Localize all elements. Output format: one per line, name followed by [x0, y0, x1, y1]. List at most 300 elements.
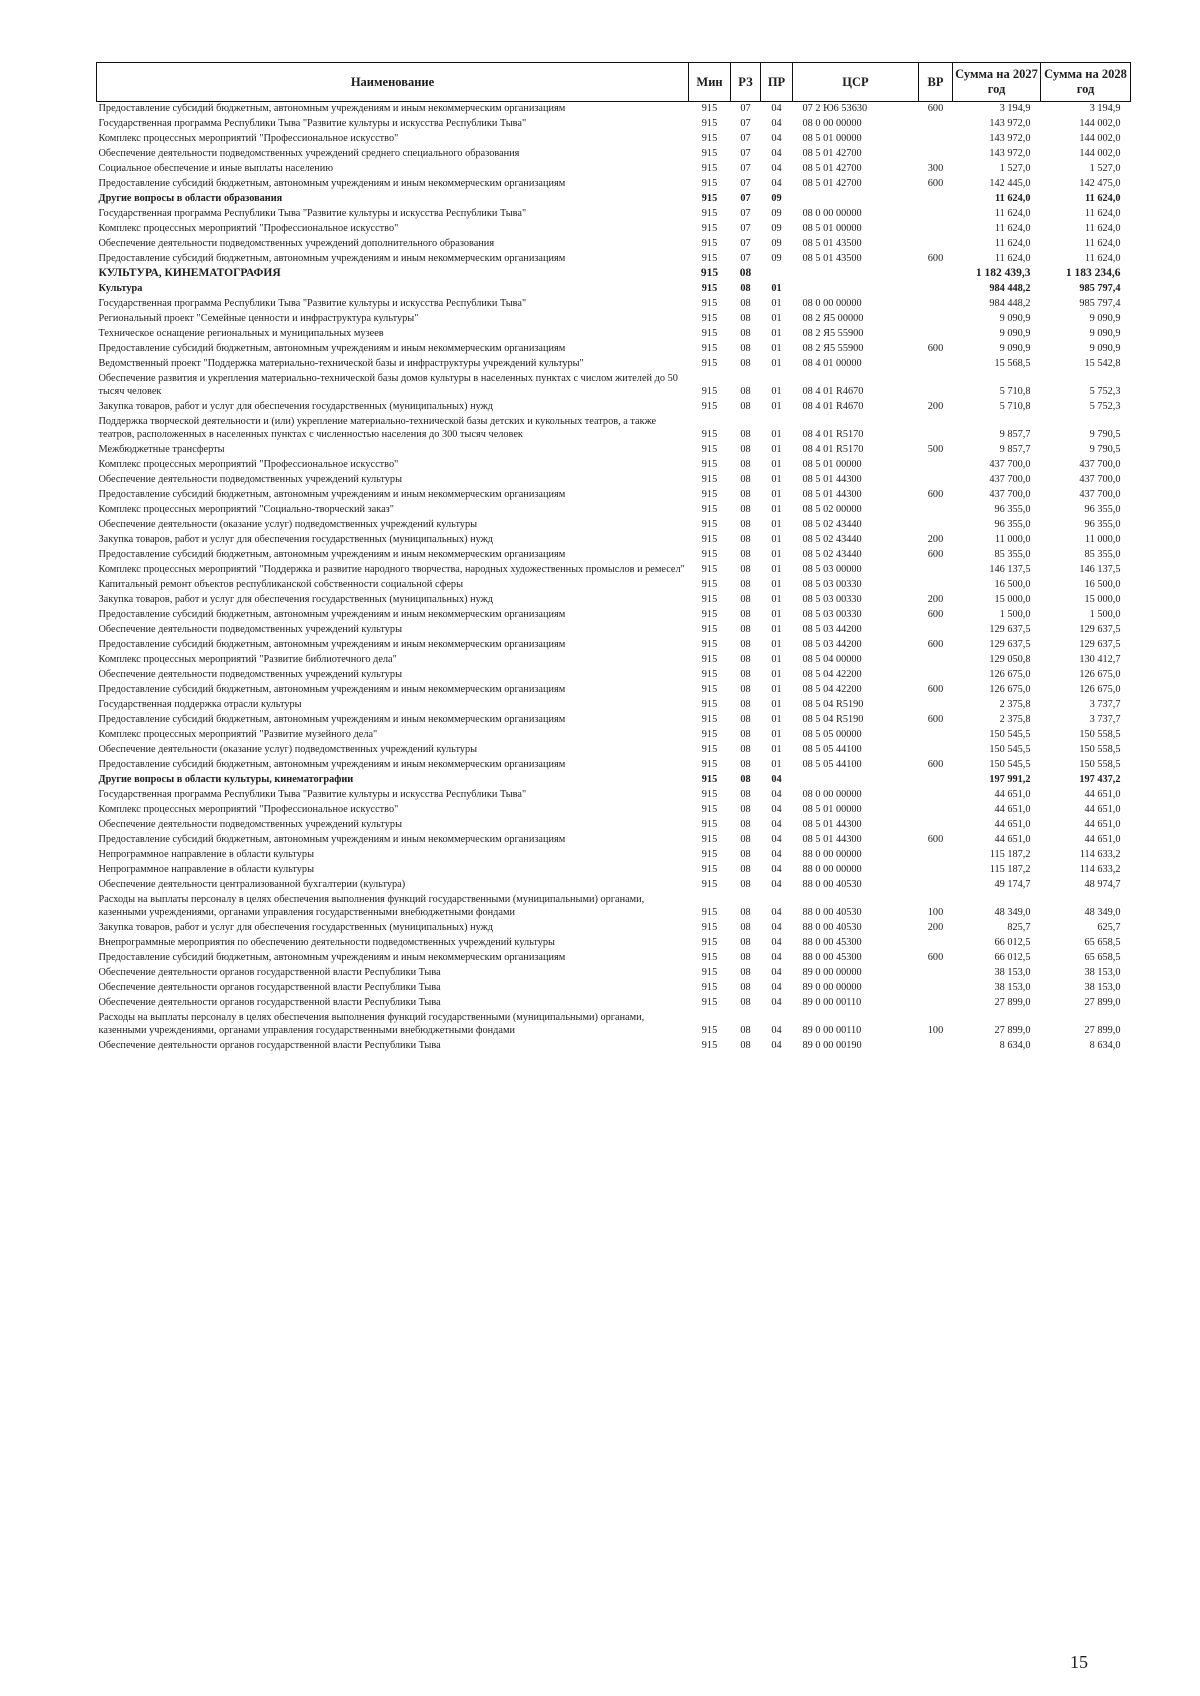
- row-vr-cell: [919, 1039, 953, 1054]
- row-sum-2027-cell: 115 187,2: [989, 864, 1031, 875]
- row-min-cell: 915: [701, 343, 718, 354]
- row-csr-cell: 08 5 03 00000: [802, 564, 862, 575]
- row-min-cell: 915: [701, 313, 718, 324]
- row-pr-cell: 01: [771, 519, 782, 530]
- row-sum-2028-cell: 15 542,8: [1084, 358, 1121, 369]
- row-min-cell: 915: [701, 401, 718, 412]
- row-min-cell: 915: [701, 223, 718, 234]
- row-vr-cell: [919, 503, 953, 518]
- row-pr-cell: 04: [771, 1025, 782, 1036]
- row-csr-cell: 08 5 01 42700: [802, 148, 862, 159]
- row-min-cell: 915: [701, 594, 718, 605]
- row-rz-cell: 07: [740, 148, 751, 159]
- row-rz-cell: 08: [740, 579, 751, 590]
- row-sum-2027-cell: 11 624,0: [994, 223, 1031, 234]
- row-pr-cell: 01: [771, 298, 782, 309]
- table-row: [97, 518, 1131, 533]
- row-csr-cell: 08 5 01 42700: [802, 163, 862, 174]
- row-min-cell: 915: [701, 684, 718, 695]
- table-row: [97, 713, 1131, 728]
- row-pr-cell: 09: [771, 223, 782, 234]
- column-header-csr: ЦСР: [793, 63, 919, 102]
- table-row: [97, 921, 1131, 936]
- row-sum-2028-cell: 150 558,5: [1079, 729, 1121, 740]
- row-min-cell: 915: [701, 789, 718, 800]
- row-name-cell: Предоставление субсидий бюджетным, автономным учреждениям и иным некоммерческим организациям: [98, 549, 566, 560]
- row-sum-2028-cell: 48 349,0: [1084, 907, 1121, 918]
- row-rz-cell: 08: [740, 328, 751, 339]
- table-row: [97, 743, 1131, 758]
- row-sum-2028-cell: 65 658,5: [1084, 937, 1121, 948]
- row-csr-cell: 89 0 00 00000: [802, 982, 862, 993]
- row-pr-cell: 01: [771, 343, 782, 354]
- row-pr-cell: 09: [771, 238, 782, 249]
- row-min-cell: 915: [701, 534, 718, 545]
- row-rz-cell: 07: [740, 118, 751, 129]
- row-name-cell: Государственная программа Республики Тыва "Развитие культуры и искусства Республики Тыва": [98, 208, 527, 219]
- row-min-cell: 915: [701, 386, 718, 397]
- row-name-cell: Ведомственный проект "Поддержка материально-технической базы и инфраструктуры учреждений культуры": [98, 358, 584, 369]
- row-rz-cell: 08: [740, 283, 751, 294]
- table-row: [97, 297, 1131, 312]
- row-sum-2028-cell: 11 624,0: [1084, 208, 1121, 219]
- row-min-cell: 915: [701, 1040, 718, 1051]
- row-name-cell: Непрограммное направление в области культуры: [98, 849, 314, 860]
- row-vr-cell: [919, 623, 953, 638]
- table-row: [97, 668, 1131, 683]
- row-sum-2028-cell: 144 002,0: [1079, 133, 1121, 144]
- row-rz-cell: 08: [740, 594, 751, 605]
- row-min-cell: 915: [701, 922, 718, 933]
- table-row: [97, 222, 1131, 237]
- row-rz-cell: 08: [740, 982, 751, 993]
- row-min-cell: 915: [701, 459, 718, 470]
- table-row: [97, 488, 1131, 503]
- row-min-cell: 915: [701, 549, 718, 560]
- table-row: [97, 117, 1131, 132]
- row-min-cell: 915: [701, 579, 718, 590]
- table-row: [97, 698, 1131, 713]
- table-row: [97, 608, 1131, 623]
- row-min-cell: 915: [701, 298, 718, 309]
- row-rz-cell: 08: [740, 967, 751, 978]
- row-name-cell: КУЛЬТУРА, КИНЕМАТОГРАФИЯ: [98, 267, 281, 279]
- table-body: [97, 102, 1131, 1055]
- row-rz-cell: 08: [740, 789, 751, 800]
- row-pr-cell: 01: [771, 609, 782, 620]
- row-sum-2027-cell: 129 637,5: [989, 624, 1031, 635]
- row-pr-cell: 01: [771, 549, 782, 560]
- row-rz-cell: 08: [740, 459, 751, 470]
- row-rz-cell: 08: [740, 639, 751, 650]
- row-name-cell: Социальное обеспечение и иные выплаты населению: [98, 163, 334, 174]
- row-rz-cell: 08: [740, 744, 751, 755]
- row-min-cell: 915: [701, 118, 718, 129]
- row-min-cell: 915: [701, 148, 718, 159]
- row-pr-cell: 01: [771, 759, 782, 770]
- row-csr-cell: [793, 267, 919, 282]
- row-vr-cell: [919, 863, 953, 878]
- column-header-vr: ВР: [919, 63, 953, 102]
- row-sum-2027-cell: 1 527,0: [999, 163, 1031, 174]
- row-rz-cell: 08: [740, 298, 751, 309]
- row-pr-cell: 04: [771, 997, 782, 1008]
- row-pr-cell: 01: [771, 654, 782, 665]
- row-pr-cell: 01: [771, 699, 782, 710]
- table-row: [97, 162, 1131, 177]
- row-sum-2028-cell: 129 637,5: [1079, 624, 1121, 635]
- column-header-sum-2028: Сумма на 2028 год: [1041, 63, 1131, 102]
- row-sum-2027-cell: 38 153,0: [994, 982, 1031, 993]
- row-name-cell: Государственная программа Республики Тыва "Развитие культуры и искусства Республики Тыва": [98, 298, 527, 309]
- row-name-cell: Предоставление субсидий бюджетным, автономным учреждениям и иным некоммерческим организациям: [98, 834, 566, 845]
- row-vr-cell: 200: [927, 401, 944, 412]
- row-min-cell: 915: [701, 879, 718, 890]
- row-csr-cell: 08 5 01 00000: [802, 459, 862, 470]
- row-sum-2027-cell: 143 972,0: [989, 118, 1031, 129]
- table-row: [97, 192, 1131, 207]
- row-csr-cell: 08 5 02 43440: [802, 549, 862, 560]
- table-row: [97, 327, 1131, 342]
- row-name-cell: Обеспечение деятельности подведомственных учреждений дополнительного образования: [98, 238, 495, 249]
- row-name-cell: Государственная программа Республики Тыва "Развитие культуры и искусства Республики Тыва": [98, 789, 527, 800]
- row-vr-cell: [919, 728, 953, 743]
- row-min-cell: 915: [701, 429, 718, 440]
- row-pr-cell: 01: [771, 639, 782, 650]
- row-name-cell: Комплекс процессных мероприятий "Профессиональное искусство": [98, 459, 399, 470]
- table-row: [97, 147, 1131, 162]
- row-csr-cell: 08 4 01 R5170: [802, 444, 864, 455]
- row-vr-cell: [919, 848, 953, 863]
- row-vr-cell: 600: [927, 178, 944, 189]
- row-csr-cell: [793, 282, 919, 297]
- row-sum-2028-cell: 625,7: [1097, 922, 1121, 933]
- row-rz-cell: 08: [740, 759, 751, 770]
- row-rz-cell: 07: [740, 193, 751, 204]
- row-csr-cell: 07 2 Ю6 53630: [802, 103, 868, 114]
- row-sum-2028-cell: 27 899,0: [1084, 997, 1121, 1008]
- row-csr-cell: 88 0 00 40530: [802, 907, 862, 918]
- row-vr-cell: [919, 788, 953, 803]
- row-sum-2028-cell: 8 634,0: [1089, 1040, 1121, 1051]
- row-sum-2028-cell: 9 790,5: [1089, 444, 1121, 455]
- row-vr-cell: [919, 147, 953, 162]
- row-csr-cell: 08 5 01 44300: [802, 819, 862, 830]
- row-rz-cell: 08: [740, 669, 751, 680]
- row-sum-2027-cell: 1 182 439,3: [975, 267, 1031, 279]
- row-sum-2028-cell: 437 700,0: [1079, 489, 1121, 500]
- row-sum-2027-cell: 44 651,0: [994, 834, 1031, 845]
- row-vr-cell: [919, 458, 953, 473]
- row-csr-cell: 08 5 01 44300: [802, 489, 862, 500]
- table-header: [97, 63, 1131, 102]
- row-csr-cell: 08 5 01 00000: [802, 133, 862, 144]
- row-pr-cell: [761, 267, 793, 282]
- row-vr-cell: 500: [927, 444, 944, 455]
- row-rz-cell: 08: [740, 519, 751, 530]
- row-sum-2027-cell: 44 651,0: [994, 789, 1031, 800]
- row-csr-cell: 88 0 00 45300: [802, 952, 862, 963]
- row-min-cell: 915: [701, 163, 718, 174]
- row-pr-cell: 04: [771, 864, 782, 875]
- row-sum-2028-cell: 44 651,0: [1084, 819, 1121, 830]
- row-name-cell: Обеспечение деятельности централизованной бухгалтерии (культура): [98, 879, 406, 890]
- row-pr-cell: 01: [771, 429, 782, 440]
- row-vr-cell: [919, 773, 953, 788]
- row-sum-2027-cell: 11 624,0: [995, 193, 1031, 204]
- row-csr-cell: 08 5 02 43440: [802, 519, 862, 530]
- row-name-cell: Другие вопросы в области культуры, кинематографии: [98, 774, 354, 785]
- row-sum-2028-cell: 44 651,0: [1084, 789, 1121, 800]
- row-name-cell: Обеспечение деятельности подведомственных учреждений среднего специального образования: [98, 148, 520, 159]
- row-rz-cell: 08: [740, 997, 751, 1008]
- row-pr-cell: 09: [771, 208, 782, 219]
- row-min-cell: 915: [701, 997, 718, 1008]
- row-sum-2027-cell: 143 972,0: [989, 148, 1031, 159]
- row-sum-2028-cell: 9 090,9: [1089, 313, 1121, 324]
- row-name-cell: Комплекс процессных мероприятий "Профессиональное искусство": [98, 223, 399, 234]
- row-pr-cell: 04: [771, 163, 782, 174]
- table-row: [97, 728, 1131, 743]
- row-rz-cell: 08: [740, 386, 751, 397]
- row-rz-cell: 08: [740, 1025, 751, 1036]
- row-name-cell: Обеспечение деятельности (оказание услуг) подведомственных учреждений культуры: [98, 519, 478, 530]
- row-sum-2028-cell: 96 355,0: [1084, 519, 1121, 530]
- row-csr-cell: 88 0 00 00000: [802, 849, 862, 860]
- row-vr-cell: [919, 117, 953, 132]
- row-pr-cell: 04: [771, 879, 782, 890]
- table-row: [97, 207, 1131, 222]
- row-csr-cell: 08 5 04 00000: [802, 654, 862, 665]
- row-rz-cell: 08: [740, 879, 751, 890]
- row-sum-2027-cell: 9 857,7: [999, 429, 1031, 440]
- row-rz-cell: 08: [740, 952, 751, 963]
- table-row: [97, 252, 1131, 267]
- row-sum-2028-cell: 48 974,7: [1084, 879, 1121, 890]
- row-csr-cell: 89 0 00 00190: [802, 1040, 862, 1051]
- row-csr-cell: 08 5 02 43440: [802, 534, 862, 545]
- row-rz-cell: 08: [740, 729, 751, 740]
- row-sum-2027-cell: 44 651,0: [994, 819, 1031, 830]
- row-min-cell: 915: [701, 729, 718, 740]
- row-sum-2027-cell: 66 012,5: [994, 952, 1031, 963]
- row-name-cell: Расходы на выплаты персоналу в целях обеспечения выполнения функций государственными (муниципальными) органами, казенными учреждениями, органами управления государственными внебюджетными фондами: [98, 894, 645, 918]
- row-min-cell: 915: [701, 208, 718, 219]
- row-pr-cell: 01: [771, 564, 782, 575]
- row-min-cell: 915: [701, 714, 718, 725]
- row-pr-cell: 04: [771, 937, 782, 948]
- row-rz-cell: 08: [739, 267, 752, 279]
- row-vr-cell: 600: [927, 759, 944, 770]
- row-min-cell: 915: [701, 489, 718, 500]
- row-sum-2027-cell: 437 700,0: [989, 474, 1031, 485]
- row-csr-cell: 08 5 03 00330: [802, 609, 862, 620]
- row-sum-2027-cell: 437 700,0: [989, 459, 1031, 470]
- row-csr-cell: [793, 773, 919, 788]
- row-csr-cell: 08 5 01 43500: [802, 253, 862, 264]
- row-sum-2027-cell: 3 194,9: [999, 103, 1031, 114]
- table-row: [97, 966, 1131, 981]
- row-name-cell: Капитальный ремонт объектов республиканской собственности социальной сферы: [98, 579, 464, 590]
- row-pr-cell: 01: [771, 328, 782, 339]
- table-row: [97, 878, 1131, 893]
- row-sum-2027-cell: 16 500,0: [994, 579, 1031, 590]
- row-name-cell: Комплекс процессных мероприятий "Профессиональное искусство": [98, 804, 399, 815]
- row-min-cell: 915: [701, 283, 718, 294]
- table-row: [97, 237, 1131, 252]
- row-rz-cell: 07: [740, 238, 751, 249]
- row-sum-2028-cell: 65 658,5: [1084, 952, 1121, 963]
- row-sum-2028-cell: 3 194,9: [1089, 103, 1121, 114]
- budget-document: [96, 62, 1130, 1054]
- row-pr-cell: 04: [771, 952, 782, 963]
- row-vr-cell: [919, 981, 953, 996]
- row-name-cell: Закупка товаров, работ и услуг для обеспечения государственных (муниципальных) нужд: [98, 594, 493, 605]
- row-rz-cell: 08: [740, 624, 751, 635]
- row-pr-cell: 01: [771, 474, 782, 485]
- row-sum-2027-cell: 27 899,0: [994, 1025, 1031, 1036]
- row-rz-cell: 08: [740, 654, 751, 665]
- row-rz-cell: 08: [740, 804, 751, 815]
- row-sum-2027-cell: 984 448,2: [989, 283, 1031, 294]
- row-sum-2028-cell: 150 558,5: [1079, 759, 1121, 770]
- row-csr-cell: 08 5 04 R5190: [802, 714, 864, 725]
- row-name-cell: Обеспечение деятельности подведомственных учреждений культуры: [98, 819, 402, 830]
- row-name-cell: Культура: [98, 283, 143, 294]
- row-vr-cell: 600: [927, 684, 944, 695]
- row-sum-2027-cell: 150 545,5: [989, 744, 1031, 755]
- row-min-cell: 915: [701, 639, 718, 650]
- row-csr-cell: 08 5 04 42200: [802, 669, 862, 680]
- row-min-cell: 915: [701, 519, 718, 530]
- row-vr-cell: [919, 372, 953, 400]
- row-name-cell: Обеспечение развития и укрепления материально-технической базы домов культуры в населенных пунктах с числом жителей до 50 тысяч человек: [98, 373, 678, 397]
- row-name-cell: Обеспечение деятельности органов государственной власти Республики Тыва: [98, 997, 441, 1008]
- page-number: 15: [1070, 1652, 1088, 1672]
- row-pr-cell: 04: [771, 103, 782, 114]
- row-csr-cell: 88 0 00 45300: [802, 937, 862, 948]
- row-sum-2028-cell: 144 002,0: [1079, 118, 1121, 129]
- row-name-cell: Обеспечение деятельности органов государственной власти Республики Тыва: [98, 982, 441, 993]
- row-sum-2028-cell: 985 797,4: [1079, 283, 1121, 294]
- table-row: [97, 848, 1131, 863]
- row-name-cell: Предоставление субсидий бюджетным, автономным учреждениям и иным некоммерческим организациям: [98, 489, 566, 500]
- table-row: [97, 282, 1131, 297]
- row-min-cell: 915: [701, 967, 718, 978]
- row-vr-cell: 600: [927, 253, 944, 264]
- table-row: [97, 833, 1131, 848]
- row-min-cell: 915: [701, 504, 718, 515]
- row-vr-cell: [919, 803, 953, 818]
- table-row: [97, 818, 1131, 833]
- table-row: [97, 981, 1131, 996]
- row-pr-cell: 04: [771, 789, 782, 800]
- row-rz-cell: 08: [740, 358, 751, 369]
- row-sum-2027-cell: 66 012,5: [994, 937, 1031, 948]
- row-name-cell: Комплекс процессных мероприятий "Поддержка и развитие народного творчества, народных художественных промыслов и ремесел": [98, 564, 685, 575]
- row-sum-2027-cell: 2 375,8: [999, 714, 1031, 725]
- row-vr-cell: [919, 578, 953, 593]
- row-sum-2027-cell: 96 355,0: [994, 504, 1031, 515]
- row-vr-cell: [919, 282, 953, 297]
- row-sum-2028-cell: 129 637,5: [1079, 639, 1121, 650]
- row-sum-2028-cell: 5 752,3: [1089, 386, 1121, 397]
- row-vr-cell: 600: [927, 549, 944, 560]
- row-pr-cell: 01: [771, 579, 782, 590]
- row-pr-cell: 04: [771, 922, 782, 933]
- table-row: [97, 132, 1131, 147]
- row-pr-cell: 01: [771, 729, 782, 740]
- row-min-cell: 915: [701, 937, 718, 948]
- row-rz-cell: 08: [740, 474, 751, 485]
- row-pr-cell: 04: [771, 148, 782, 159]
- row-sum-2027-cell: 825,7: [1007, 922, 1031, 933]
- row-sum-2028-cell: 27 899,0: [1084, 1025, 1121, 1036]
- row-sum-2028-cell: 38 153,0: [1084, 967, 1121, 978]
- row-sum-2027-cell: 142 445,0: [989, 178, 1031, 189]
- row-csr-cell: 88 0 00 40530: [802, 922, 862, 933]
- row-min-cell: 915: [701, 819, 718, 830]
- row-min-cell: 915: [701, 444, 718, 455]
- row-rz-cell: 08: [740, 864, 751, 875]
- table-row: [97, 372, 1131, 400]
- row-sum-2028-cell: 5 752,3: [1089, 401, 1121, 412]
- row-vr-cell: [919, 996, 953, 1011]
- row-sum-2028-cell: 146 137,5: [1079, 564, 1121, 575]
- row-sum-2027-cell: 44 651,0: [994, 804, 1031, 815]
- row-name-cell: Предоставление субсидий бюджетным, автономным учреждениям и иным некоммерческим организациям: [98, 609, 566, 620]
- table-row: [97, 415, 1131, 443]
- row-sum-2028-cell: 1 527,0: [1089, 163, 1121, 174]
- row-name-cell: Непрограммное направление в области культуры: [98, 864, 314, 875]
- row-vr-cell: [919, 237, 953, 252]
- table-row: [97, 653, 1131, 668]
- row-vr-cell: 200: [927, 594, 944, 605]
- row-rz-cell: 08: [740, 429, 751, 440]
- row-csr-cell: 08 5 01 44300: [802, 474, 862, 485]
- row-sum-2028-cell: 11 624,0: [1085, 193, 1121, 204]
- row-vr-cell: [919, 878, 953, 893]
- row-min-cell: 915: [701, 774, 718, 785]
- row-min-cell: 915: [701, 849, 718, 860]
- row-rz-cell: 07: [740, 223, 751, 234]
- row-pr-cell: 01: [771, 386, 782, 397]
- row-sum-2027-cell: 9 090,9: [999, 343, 1031, 354]
- row-vr-cell: [919, 192, 953, 207]
- row-pr-cell: 01: [771, 744, 782, 755]
- row-rz-cell: 08: [740, 504, 751, 515]
- row-sum-2027-cell: 437 700,0: [989, 489, 1031, 500]
- table-row: [97, 312, 1131, 327]
- row-pr-cell: 04: [771, 907, 782, 918]
- row-min-cell: 915: [701, 564, 718, 575]
- table-row: [97, 342, 1131, 357]
- row-vr-cell: [919, 327, 953, 342]
- row-rz-cell: 08: [740, 343, 751, 354]
- row-csr-cell: 08 0 00 00000: [802, 118, 862, 129]
- row-sum-2028-cell: 9 790,5: [1089, 429, 1121, 440]
- row-sum-2027-cell: 11 624,0: [994, 208, 1031, 219]
- row-pr-cell: 09: [771, 253, 782, 264]
- row-pr-cell: 04: [771, 849, 782, 860]
- table-row: [97, 503, 1131, 518]
- table-row: [97, 400, 1131, 415]
- row-rz-cell: 08: [740, 401, 751, 412]
- row-vr-cell: [919, 668, 953, 683]
- row-sum-2028-cell: 114 633,2: [1079, 849, 1121, 860]
- row-csr-cell: 08 4 01 R4670: [802, 386, 864, 397]
- row-vr-cell: [919, 357, 953, 372]
